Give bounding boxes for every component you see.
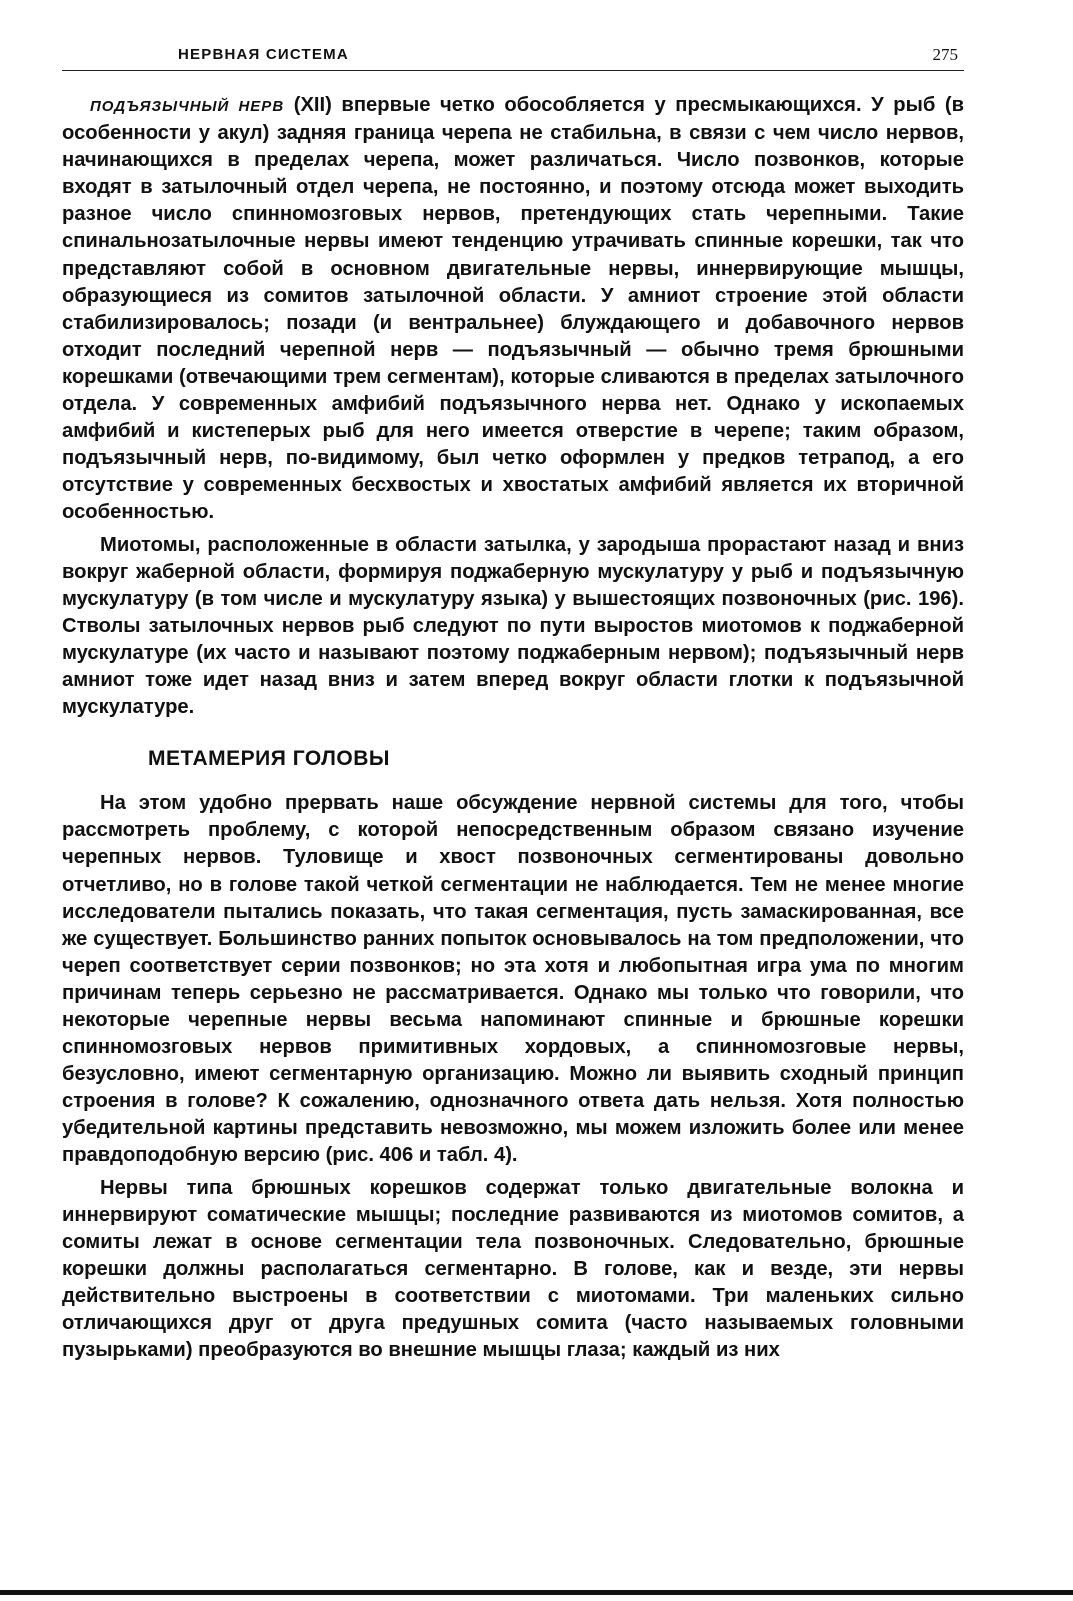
running-head-title: НЕРВНАЯ СИСТЕМА [178,46,349,63]
section-heading: МЕТАМЕРИЯ ГОЛОВЫ [148,747,390,771]
paragraph-hypoglossal [62,92,964,527]
page-bottom-border [0,1590,1073,1595]
term-hypoglossal-nerve: ПОДЪЯЗЫЧНЫЙ НЕРВ [90,98,285,115]
paragraph-myotomes: Миотомы, расположенные в области затылка, у зародыша прорастают назад и вниз вокруг жаберной области, формируя поджаберную мускулатуру у рыб и подъязычную мускулатуру (в том числе и мускулатуру языка) у вышестоящих позвоночных (рис. 196). Стволы затылочных нервов рыб следуют по пути выростов миотомов к поджаберной мускулатуре (их часто и называют поэтому поджаберным нервом); подъязычный нерв амниот тоже идет назад вниз и затем вперед вокруг области глотки к подъязычной мускулатуре. [62,533,964,719]
running-head [62,42,964,71]
paragraph-hypoglossal-text: (XII) впервые четко обособляется у пресмыкающихся. У рыб (в особенности у акул) задняя граница черепа не стабильна, в связи с чем число нервов, начинающихся в пределах черепа, может различаться. Число позвонков, которые входят в затылочный отдел черепа, не постоянно, и поэтому отсюда может выходить разное число спинномозговых нервов, претендующих стать черепными. Такие спинальнозатылочные нервы имеют тенденцию утрачивать спинные корешки, так что представляют собой в основном двигательные нервы, иннервирующие мышцы, образующиеся из сомитов затылочной области. У амниот строение этой области стабилизировалось; позади (и вентральнее) блуждающего и добавочного нервов отходит последний черепной нерв — подъязычный — обычно тремя брюшными корешками (отвечающими трем сегментам), которые сливаются в пределах затылочного отдела. У современных амфибий подъязычного нерва нет. Однако у ископаемых амфибий и кистеперых рыб для него имеется отверстие в черепе; таким образом, подъязычный нерв, по-видимому, был четко оформлен у предков тетрапод, а его отсутствие у современных бесхвостых и хвостатых амфибий является их вторичной особенностью. [62,94,965,524]
paragraph-head-segmentation: На этом удобно прервать наше обсуждение нервной системы для того, чтобы рассмотреть проблему, с которой непосредственным образом связано изучение черепных нервов. Туловище и хвост позвоночных сегментированы довольно отчетливо, но в голове такой четкой сегментации не наблюдается. Тем не менее многие исследователи пытались показать, что такая сегментация, пусть замаскированная, все же существует. Большинство ранних попыток основывалось на том предположении, что череп соответствует серии позвонков; но эта хотя и любопытная игра ума по многим причинам теперь серьезно не рассматривается. Однако мы только что говорили, что некоторые черепные нервы весьма напоминают спинные и брюшные корешки спинномозговых нервов примитивных хордовых, а спинномозговые нервы, безусловно, имеют сегментарную организацию. Можно ли выявить сходный принцип строения в голове? К сожалению, однозначного ответа дать нельзя. Хотя полностью убедительной картины представить невозможно, мы можем изложить более или менее правдоподобную версию (рис. 406 и табл. 4). [62,792,964,1167]
paragraph-ventral-roots: Нервы типа брюшных корешков содержат только двигательные волокна и иннервируют соматические мышцы; последние развиваются из миотомов сомитов, а сомиты лежат в основе сегментации тела позвоночных. Следовательно, брюшные корешки должны располагаться сегментарно. В голове, как и везде, эти нервы действительно выстроены в соответствии с миотомами. Три маленьких сильно отличающихся друг от друга предушных сомита (часто называемых головными пузырьками) преобразуются во внешние мышцы глаза; каждый из них [62,1176,964,1362]
page-number: 275 [932,45,958,64]
page-body [62,92,964,1364]
